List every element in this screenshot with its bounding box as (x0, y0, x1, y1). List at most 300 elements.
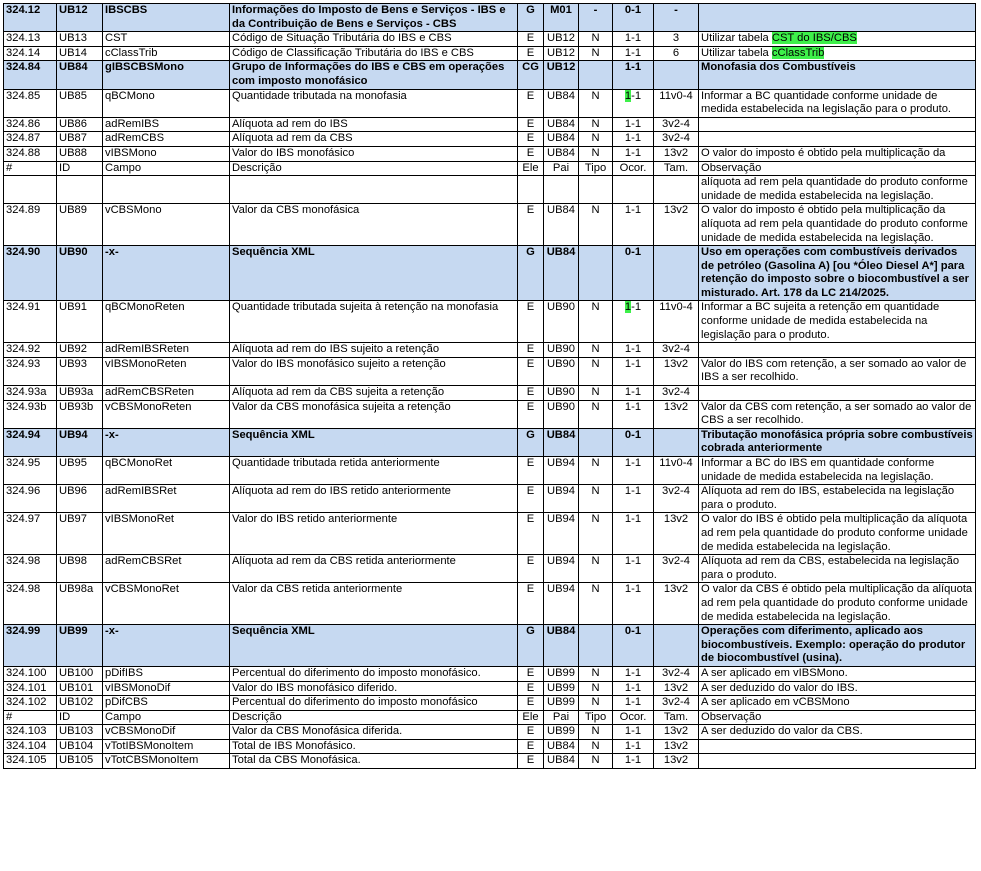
cell-tipo (579, 61, 613, 89)
cell-num: 324.93b (4, 400, 57, 428)
cell-tam: 3v2-4 (654, 386, 699, 401)
cell-descricao: Grupo de Informações do IBS e CBS em operações com imposto monofásico (230, 61, 518, 89)
cell-pai: UB99 (544, 666, 579, 681)
cell-observacao: Informar a BC sujeita a retenção em quantidade conforme unidade de medida estabelecida na legislação para o produto. (699, 301, 976, 343)
cell-ele (518, 176, 544, 204)
cell-num: 324.103 (4, 725, 57, 740)
cell-observacao (699, 32, 976, 47)
ocor-rest: -1 (631, 89, 642, 102)
cell-descricao: Alíquota ad rem da CBS retida anteriormente (230, 555, 518, 583)
ocor-rest: -1 (631, 301, 642, 314)
cell-descricao: Quantidade tributada na monofasia (230, 89, 518, 117)
cell-pai: UB12 (544, 61, 579, 89)
cell-observacao: Observação (699, 710, 976, 725)
cell-tam (654, 625, 699, 667)
cell-num: 324.96 (4, 485, 57, 513)
ocor-highlight: 1 (624, 301, 632, 314)
cell-observacao: A ser deduzido do valor do IBS. (699, 681, 976, 696)
cell-ele: E (518, 725, 544, 740)
cell-observacao: O valor do imposto é obtido pela multiplicação da (699, 146, 976, 161)
cell-observacao: Informar a BC quantidade conforme unidade de medida estabelecida na legislação para o produto. (699, 89, 976, 117)
cell-ocor: 1-1 (613, 146, 654, 161)
cell-campo: -x- (103, 428, 230, 456)
cell-pai: UB90 (544, 357, 579, 385)
cell-pai: M01 (544, 4, 579, 32)
cell-tipo: N (579, 696, 613, 711)
group-row (4, 625, 976, 667)
cell-pai: UB90 (544, 343, 579, 358)
table-row (4, 485, 976, 513)
cell-id: UB95 (57, 457, 103, 485)
cell-tipo (579, 176, 613, 204)
cell-descricao: Valor do IBS monofásico sujeito a retenção (230, 357, 518, 385)
cell-id: UB98a (57, 583, 103, 625)
cell-id: UB101 (57, 681, 103, 696)
cell-observacao: A ser aplicado em vCBSMono (699, 696, 976, 711)
cell-pai: UB84 (544, 625, 579, 667)
cell-ele: E (518, 739, 544, 754)
cell-id: UB102 (57, 696, 103, 711)
group-row (4, 246, 976, 301)
cell-campo: adRemIBSRet (103, 485, 230, 513)
cell-tipo: - (579, 4, 613, 32)
table-row (4, 343, 976, 358)
cell-descricao: Quantidade tributada sujeita à retenção na monofasia (230, 301, 518, 343)
cell-campo: vIBSMonoRet (103, 513, 230, 555)
cell-ocor: 0-1 (613, 4, 654, 32)
cell-num: # (4, 710, 57, 725)
cell-pai: UB12 (544, 32, 579, 47)
table-row (4, 739, 976, 754)
cell-campo: pDifIBS (103, 666, 230, 681)
cell-num: 324.85 (4, 89, 57, 117)
cell-pai: UB90 (544, 386, 579, 401)
cell-ocor: 1-1 (613, 117, 654, 132)
cell-id: UB94 (57, 428, 103, 456)
cell-id: UB12 (57, 4, 103, 32)
cell-descricao: Código de Classificação Tributária do IBS e CBS (230, 46, 518, 61)
cell-ocor: 1-1 (613, 61, 654, 89)
cell-ele: E (518, 457, 544, 485)
table-row (4, 386, 976, 401)
cell-campo: IBSCBS (103, 4, 230, 32)
cell-num: 324.97 (4, 513, 57, 555)
cell-ele: G (518, 246, 544, 301)
cell-tam: 3 (654, 32, 699, 47)
table-row (4, 46, 976, 61)
table-row (4, 754, 976, 769)
cell-tipo: N (579, 739, 613, 754)
cell-tipo: N (579, 132, 613, 147)
cell-pai: Pai (544, 710, 579, 725)
cell-id: UB104 (57, 739, 103, 754)
cell-ocor: 1-1 (613, 513, 654, 555)
cell-pai: UB84 (544, 428, 579, 456)
cell-num: 324.92 (4, 343, 57, 358)
cell-ocor: Ocor. (613, 710, 654, 725)
cell-id: ID (57, 710, 103, 725)
table-row (4, 357, 976, 385)
cell-descricao: Alíquota ad rem da CBS sujeita a retenção (230, 386, 518, 401)
cell-num: 324.98 (4, 555, 57, 583)
cell-pai: UB84 (544, 89, 579, 117)
cell-campo: cClassTrib (103, 46, 230, 61)
cell-campo (103, 176, 230, 204)
cell-id: ID (57, 161, 103, 176)
cell-ocor: 1-1 (613, 457, 654, 485)
table-row (4, 513, 976, 555)
header-row (4, 710, 976, 725)
cell-campo: adRemCBSReten (103, 386, 230, 401)
cell-campo: adRemIBS (103, 117, 230, 132)
table-row (4, 176, 976, 204)
cell-campo: qBCMonoRet (103, 457, 230, 485)
cell-descricao: Descrição (230, 710, 518, 725)
cell-ele: G (518, 625, 544, 667)
cell-campo: Campo (103, 710, 230, 725)
cell-tam: 3v2-4 (654, 666, 699, 681)
cell-pai: UB90 (544, 400, 579, 428)
table-row (4, 666, 976, 681)
cell-tam: 3v2-4 (654, 555, 699, 583)
cell-tam: 3v2-4 (654, 343, 699, 358)
cell-pai: UB84 (544, 132, 579, 147)
cell-tam (654, 176, 699, 204)
group-row (4, 4, 976, 32)
cell-observacao: Tributação monofásica própria sobre combustíveis cobrada anteriormente (699, 428, 976, 456)
cell-ele: E (518, 117, 544, 132)
cell-ocor: 1-1 (613, 739, 654, 754)
cell-ocor: 1-1 (613, 583, 654, 625)
cell-num: 324.14 (4, 46, 57, 61)
cell-ocor: 1-1 (613, 343, 654, 358)
cell-id: UB91 (57, 301, 103, 343)
cell-num: 324.94 (4, 428, 57, 456)
cell-campo: qBCMono (103, 89, 230, 117)
cell-tam: 13v2 (654, 204, 699, 246)
cell-num: 324.102 (4, 696, 57, 711)
cell-id: UB87 (57, 132, 103, 147)
cell-descricao: Valor da CBS retida anteriormente (230, 583, 518, 625)
cell-ele: Ele (518, 161, 544, 176)
obs-highlight: CST do IBS/CBS (771, 32, 857, 45)
cell-tipo: N (579, 146, 613, 161)
cell-ocor: 0-1 (613, 246, 654, 301)
cell-observacao: O valor do IBS é obtido pela multiplicação da alíquota ad rem pela quantidade do produto conforme unidade de medida estabelecida na legislação. (699, 513, 976, 555)
cell-num: 324.91 (4, 301, 57, 343)
cell-num: 324.99 (4, 625, 57, 667)
cell-campo: vTotCBSMonoItem (103, 754, 230, 769)
cell-ele: E (518, 754, 544, 769)
cell-tipo: N (579, 666, 613, 681)
cell-num: 324.101 (4, 681, 57, 696)
cell-observacao: A ser deduzido do valor da CBS. (699, 725, 976, 740)
obs-text: Utilizar tabela (701, 46, 772, 59)
cell-ocor: 1-1 (613, 132, 654, 147)
cell-tipo: N (579, 117, 613, 132)
cell-pai: UB84 (544, 754, 579, 769)
cell-ocor: 1-1 (613, 754, 654, 769)
cell-tipo: N (579, 725, 613, 740)
cell-ocor: 1-1 (613, 400, 654, 428)
cell-tipo: N (579, 681, 613, 696)
cell-observacao (699, 46, 976, 61)
cell-ocor (613, 301, 654, 343)
cell-ele: E (518, 681, 544, 696)
cell-tipo: N (579, 485, 613, 513)
cell-observacao: Monofasia dos Combustíveis (699, 61, 976, 89)
table-row (4, 204, 976, 246)
cell-tipo: N (579, 46, 613, 61)
cell-ele: E (518, 132, 544, 147)
cell-ele: E (518, 204, 544, 246)
cell-ocor: 1-1 (613, 204, 654, 246)
cell-observacao: Informar a BC do IBS em quantidade conforme unidade de medida estabelecida na legislação. (699, 457, 976, 485)
cell-ele: E (518, 301, 544, 343)
cell-descricao: Valor do IBS retido anteriormente (230, 513, 518, 555)
cell-ocor (613, 176, 654, 204)
cell-campo: -x- (103, 625, 230, 667)
cell-campo: vCBSMono (103, 204, 230, 246)
cell-pai (544, 176, 579, 204)
cell-observacao (699, 117, 976, 132)
cell-tam: 13v2 (654, 754, 699, 769)
cell-id: UB14 (57, 46, 103, 61)
cell-id: UB96 (57, 485, 103, 513)
cell-campo: pDifCBS (103, 696, 230, 711)
cell-ele: E (518, 666, 544, 681)
cell-ele: E (518, 32, 544, 47)
cell-ocor: Ocor. (613, 161, 654, 176)
cell-pai: UB99 (544, 696, 579, 711)
cell-tam: 3v2-4 (654, 485, 699, 513)
cell-ele: E (518, 89, 544, 117)
cell-ocor: 1-1 (613, 666, 654, 681)
cell-tipo: N (579, 583, 613, 625)
cell-tipo: N (579, 89, 613, 117)
cell-descricao: Percentual do diferimento do imposto monofásico (230, 696, 518, 711)
cell-ele: E (518, 46, 544, 61)
cell-descricao: Código de Situação Tributária do IBS e CBS (230, 32, 518, 47)
group-row (4, 61, 976, 89)
cell-tipo: N (579, 400, 613, 428)
cell-ele: E (518, 343, 544, 358)
cell-observacao (699, 754, 976, 769)
table-row (4, 117, 976, 132)
cell-tipo: N (579, 32, 613, 47)
spec-table-body (4, 4, 976, 769)
cell-pai: UB94 (544, 457, 579, 485)
cell-tam: 3v2-4 (654, 132, 699, 147)
cell-ele: E (518, 357, 544, 385)
cell-tipo (579, 625, 613, 667)
cell-id (57, 176, 103, 204)
cell-pai: UB94 (544, 485, 579, 513)
table-row (4, 32, 976, 47)
table-row (4, 301, 976, 343)
cell-tam: 13v2 (654, 513, 699, 555)
cell-pai: UB90 (544, 301, 579, 343)
cell-tam: 13v2 (654, 681, 699, 696)
cell-ele: Ele (518, 710, 544, 725)
cell-observacao (699, 4, 976, 32)
cell-pai: UB94 (544, 555, 579, 583)
cell-pai: Pai (544, 161, 579, 176)
cell-tam: Tam. (654, 710, 699, 725)
cell-num: 324.84 (4, 61, 57, 89)
cell-observacao: Alíquota ad rem da CBS, estabelecida na legislação para o produto. (699, 555, 976, 583)
cell-ocor: 1-1 (613, 32, 654, 47)
cell-campo: Campo (103, 161, 230, 176)
cell-tam: 13v2 (654, 400, 699, 428)
cell-num: 324.104 (4, 739, 57, 754)
cell-pai: UB84 (544, 204, 579, 246)
ocor-highlight: 1 (624, 89, 632, 102)
cell-ele: E (518, 485, 544, 513)
cell-campo: vCBSMonoReten (103, 400, 230, 428)
cell-tipo: N (579, 357, 613, 385)
cell-num: 324.12 (4, 4, 57, 32)
cell-tipo (579, 428, 613, 456)
cell-ele: G (518, 4, 544, 32)
cell-descricao: Total de IBS Monofásico. (230, 739, 518, 754)
cell-tam (654, 246, 699, 301)
cell-num (4, 176, 57, 204)
cell-campo: vCBSMonoRet (103, 583, 230, 625)
cell-id: UB89 (57, 204, 103, 246)
cell-num: 324.93 (4, 357, 57, 385)
table-row (4, 132, 976, 147)
cell-tam: - (654, 4, 699, 32)
cell-ocor: 1-1 (613, 681, 654, 696)
cell-num: 324.86 (4, 117, 57, 132)
cell-ocor: 1-1 (613, 485, 654, 513)
cell-id: UB99 (57, 625, 103, 667)
cell-pai: UB94 (544, 513, 579, 555)
cell-ocor: 1-1 (613, 555, 654, 583)
cell-num: 324.89 (4, 204, 57, 246)
cell-tipo: Tipo (579, 161, 613, 176)
cell-id: UB100 (57, 666, 103, 681)
cell-tipo: N (579, 754, 613, 769)
cell-tam: 13v2 (654, 725, 699, 740)
cell-id: UB84 (57, 61, 103, 89)
cell-id: UB86 (57, 117, 103, 132)
cell-descricao: Alíquota ad rem do IBS sujeito a retenção (230, 343, 518, 358)
cell-tam: 13v2 (654, 146, 699, 161)
cell-descricao (230, 176, 518, 204)
cell-campo: vTotIBSMonoItem (103, 739, 230, 754)
table-row (4, 725, 976, 740)
cell-num: 324.90 (4, 246, 57, 301)
cell-descricao: Valor do IBS monofásico (230, 146, 518, 161)
cell-num: 324.105 (4, 754, 57, 769)
cell-id: UB97 (57, 513, 103, 555)
cell-descricao: Valor da CBS monofásica sujeita a retenção (230, 400, 518, 428)
cell-campo: vIBSMonoDif (103, 681, 230, 696)
cell-descricao: Alíquota ad rem da CBS (230, 132, 518, 147)
cell-num: 324.95 (4, 457, 57, 485)
cell-observacao (699, 386, 976, 401)
cell-id: UB92 (57, 343, 103, 358)
cell-observacao: O valor da CBS é obtido pela multiplicação da alíquota ad rem pela quantidade do produto conforme unidade de medida estabelecida na legislação. (699, 583, 976, 625)
table-row (4, 681, 976, 696)
cell-ele: E (518, 146, 544, 161)
cell-ocor: 1-1 (613, 696, 654, 711)
cell-observacao: Valor do IBS com retenção, a ser somado ao valor de IBS a ser recolhido. (699, 357, 976, 385)
cell-ocor: 1-1 (613, 46, 654, 61)
cell-id: UB105 (57, 754, 103, 769)
cell-campo: gIBSCBSMono (103, 61, 230, 89)
cell-tipo: N (579, 513, 613, 555)
cell-campo: vIBSMono (103, 146, 230, 161)
cell-observacao: A ser aplicado em vIBSMono. (699, 666, 976, 681)
cell-id: UB93a (57, 386, 103, 401)
cell-id: UB88 (57, 146, 103, 161)
cell-id: UB93 (57, 357, 103, 385)
cell-id: UB98 (57, 555, 103, 583)
cell-tam: 11v0-4 (654, 457, 699, 485)
cell-tam: 13v2 (654, 357, 699, 385)
table-row (4, 146, 976, 161)
cell-ele: E (518, 555, 544, 583)
cell-descricao: Quantidade tributada retida anteriormente (230, 457, 518, 485)
cell-pai: UB94 (544, 583, 579, 625)
cell-tam: 3v2-4 (654, 696, 699, 711)
table-row (4, 555, 976, 583)
cell-ocor: 1-1 (613, 725, 654, 740)
cell-descricao: Sequência XML (230, 625, 518, 667)
cell-ele: E (518, 386, 544, 401)
cell-tam: 11v0-4 (654, 301, 699, 343)
cell-num: 324.98 (4, 583, 57, 625)
cell-tam (654, 428, 699, 456)
cell-tipo: N (579, 555, 613, 583)
obs-highlight: cClassTrib (771, 46, 825, 59)
cell-ocor (613, 89, 654, 117)
cell-num: 324.93a (4, 386, 57, 401)
cell-observacao: Alíquota ad rem do IBS, estabelecida na legislação para o produto. (699, 485, 976, 513)
cell-tipo: Tipo (579, 710, 613, 725)
cell-id: UB103 (57, 725, 103, 740)
cell-ocor: 1-1 (613, 386, 654, 401)
cell-descricao: Valor do IBS monofásico diferido. (230, 681, 518, 696)
cell-observacao: Observação (699, 161, 976, 176)
cell-campo: adRemIBSReten (103, 343, 230, 358)
cell-pai: UB99 (544, 681, 579, 696)
cell-tam (654, 61, 699, 89)
obs-text: Utilizar tabela (701, 32, 772, 45)
cell-tam: 11v0-4 (654, 89, 699, 117)
header-row (4, 161, 976, 176)
cell-ele: G (518, 428, 544, 456)
cell-ele: E (518, 400, 544, 428)
cell-pai: UB84 (544, 117, 579, 132)
cell-descricao: Valor da CBS Monofásica diferida. (230, 725, 518, 740)
cell-descricao: Informações do Imposto de Bens e Serviços - IBS e da Contribuição de Bens e Serviços - CBS (230, 4, 518, 32)
cell-campo: adRemCBS (103, 132, 230, 147)
cell-id: UB85 (57, 89, 103, 117)
cell-campo: CST (103, 32, 230, 47)
table-row (4, 400, 976, 428)
table-row (4, 583, 976, 625)
cell-observacao (699, 343, 976, 358)
cell-descricao: Valor da CBS monofásica (230, 204, 518, 246)
cell-observacao: Operações com diferimento, aplicado aos biocombustíveis. Exemplo: operação do produtor de biocombustível (usina). (699, 625, 976, 667)
cell-tam: 13v2 (654, 739, 699, 754)
cell-ocor: 0-1 (613, 625, 654, 667)
cell-observacao (699, 739, 976, 754)
